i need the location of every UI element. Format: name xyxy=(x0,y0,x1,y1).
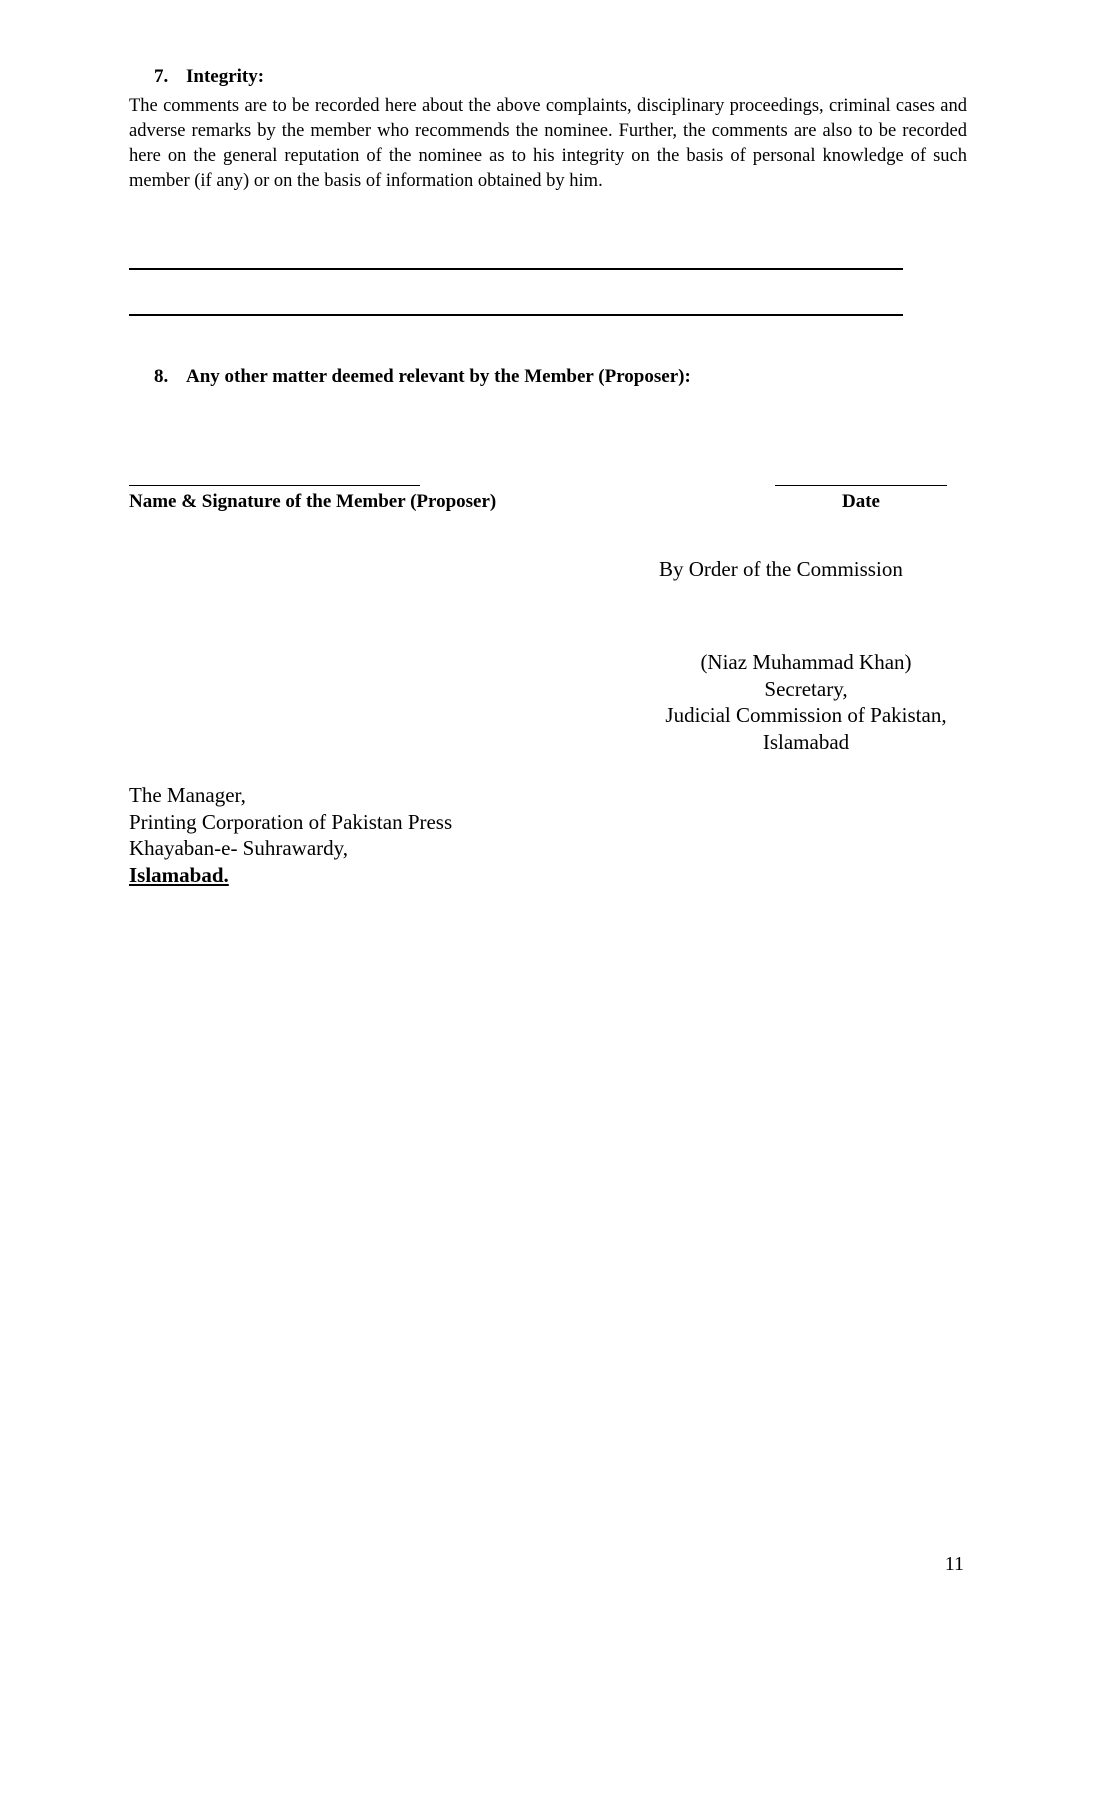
page-number: 11 xyxy=(944,1553,964,1575)
section-7-body: The comments are to be recorded here about the above complaints, disciplinary proceedings, criminal cases and adverse remarks by the member who recommends the nominee. Further, the comments are also to be recorded here on the general reputation of the nominee as to his integrity on the basis of personal knowledge of such member (if any) or on the basis of information obtained by him. xyxy=(129,96,967,191)
secretary-designation: Secretary, xyxy=(764,676,848,701)
secretary-block xyxy=(606,649,1006,755)
addressee-block xyxy=(129,782,452,888)
date-label: Date xyxy=(842,491,880,512)
addressee-line-3: Khayaban-e- Suhrawardy, xyxy=(129,836,349,860)
section-8-title: Any other matter deemed relevant by the Member (Proposer): xyxy=(186,366,691,387)
section-8-number: 8. xyxy=(154,366,169,387)
signature-label: Name & Signature of the Member (Proposer) xyxy=(129,491,497,512)
secretary-name: (Niaz Muhammad Khan) xyxy=(700,650,912,674)
addressee-line-2: Printing Corporation of Pakistan Press xyxy=(129,809,453,834)
section-8-heading xyxy=(154,366,691,388)
answer-line-2 xyxy=(129,314,903,316)
date-line xyxy=(775,485,947,486)
section-7-number: 7. xyxy=(154,66,169,87)
by-order-line: By Order of the Commission xyxy=(659,557,903,581)
answer-line-1 xyxy=(129,268,903,270)
section-7-heading xyxy=(154,66,264,88)
signature-line xyxy=(129,485,420,486)
section-7-title: Integrity: xyxy=(186,66,265,87)
secretary-organization: Judicial Commission of Pakistan, xyxy=(665,703,947,727)
addressee-line-4: Islamabad. xyxy=(129,862,229,887)
secretary-city: Islamabad xyxy=(762,729,850,754)
addressee-line-1: The Manager, xyxy=(129,783,246,807)
